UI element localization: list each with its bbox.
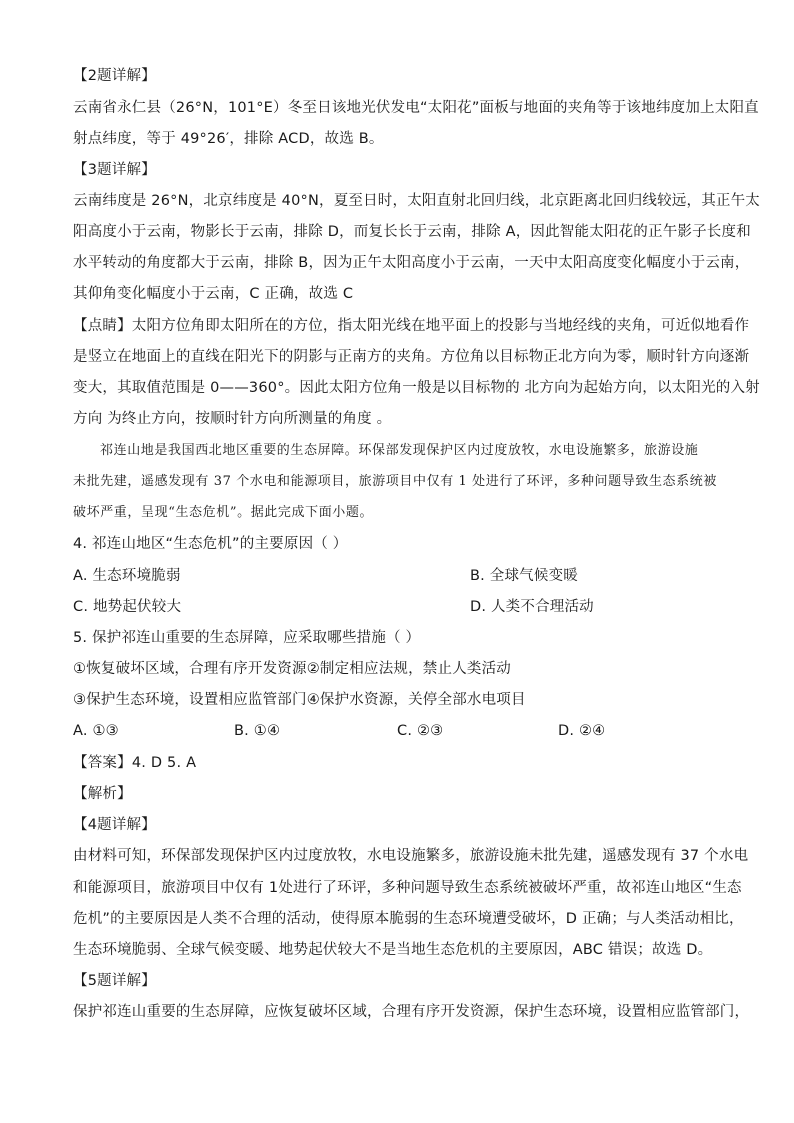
option-b: B. ①④ [234,723,281,739]
question-4-option-row [73,597,594,617]
tip-line: 方向 为终止方向，按顺时针方向所测量的角度 。 [73,411,392,427]
option-a: A. 生态环境脆弱 [73,568,181,584]
q4-detail-line: 生态环境脆弱、全球气候变暖、地势起伏较大不是当地生态危机的主要原因，ABC 错误；故选 D。 [73,942,713,958]
q3-detail-line: 水平转动的角度都大于云南，排除 B，因为正午太阳高度小于云南，一天中太阳高度变化幅度小于云南， [73,255,750,271]
answer-label: 【答案】 [73,755,132,771]
q2-detail-line: 射点纬度，等于 49°26′，排除 ACD，故选 B。 [73,131,384,147]
option-c: C. ②③ [397,723,444,739]
option-b: B. 全球气候变暖 [470,568,578,584]
q4-detail-header: 【4题详解】 [73,817,156,833]
q2-detail-line: 云南省永仁县（26°N，101°E）冬至日该地光伏发电“太阳花”面板与地面的夹角等于该地纬度加上太阳直 [73,100,759,116]
tip-line: 变大，其取值范围是 0——360°。因此太阳方位角一般是以目标物的 北方向为起始方向，以太阳光的入射 [73,380,760,396]
answer-line [73,753,196,773]
tip-line [73,316,749,336]
q3-detail-line: 云南纬度是 26°N，北京纬度是 40°N，夏至日时，太阳直射北回归线，北京距离北回归线较远，其正午太 [73,193,761,209]
question-5-statement: ①恢复破坏区域，合理有序开发资源②制定相应法规，禁止人类活动 [73,661,511,677]
option-c: C. 地势起伏较大 [73,599,182,615]
q3-detail-line: 其仰角变化幅度小于云南，C 正确，故选 C [73,286,354,302]
q5-detail-line: 保护祁连山重要的生态屏障，应恢复破坏区域，合理有序开发资源，保护生态环境，设置相应监管部门， [73,1004,750,1020]
option-d: D. 人类不合理活动 [470,599,594,615]
answer-text: 4. D 5. A [131,755,197,771]
q3-detail-line: 阳高度小于云南，物影长于云南，排除 D，而复长长于云南，排除 A，因此智能太阳花的正午影子长度和 [73,224,751,240]
material-line: 未批先建，遥感发现有 37 个水电和能源项目，旅游项目中仅有 1 处进行了环评，多种问题导致生态系统被 [73,474,717,489]
analysis-label: 【解析】 [73,786,132,802]
q4-detail-line: 和能源项目，旅游项目中仅有 1处进行了环评，多种问题导致生态系统被破坏严重，故祁连山地区“生态 [73,880,742,896]
q2-detail-header: 【2题详解】 [73,68,156,84]
option-d: D. ②④ [558,723,606,739]
tip-label: 【点睛】 [73,318,132,334]
tip-line: 是竖立在地面上的直线在阳光下的阴影与正南方的夹角。方位角以目标物正北方向为零，顺时针方向逐渐 [73,349,750,365]
question-4-option-row [73,566,578,586]
q4-detail-line: 由材料可知，环保部发现保护区内过度放牧，水电设施繁多，旅游设施未批先建，遥感发现有 37 个水电 [73,848,749,864]
question-4-stem: 4. 祁连山地区“生态危机”的主要原因（ ） [73,536,348,552]
tip-text: 太阳方位角即太阳所在的方位，指太阳光线在地平面上的投影与当地经线的夹角，可近似地看作 [131,318,750,334]
q4-detail-line: 危机”的主要原因是人类不合理的活动，使得原本脆弱的生态环境遭受破坏，D 正确；与人类活动相比， [73,911,744,927]
material-line: 祁连山地是我国西北地区重要的生态屏障。环保部发现保护区内过度放牧，水电设施繁多，旅游设施 [100,443,699,458]
question-5-stem: 5. 保护祁连山重要的生态屏障，应采取哪些措施（ ） [73,630,421,646]
q5-detail-header: 【5题详解】 [73,973,156,989]
question-5-statement: ③保护生态环境，设置相应监管部门④保护水资源，关停全部水电项目 [73,692,526,708]
option-a: A. ①③ [73,723,119,739]
material-line: 破坏严重，呈现“生态危机”。据此完成下面小题。 [73,505,374,520]
q3-detail-header: 【3题详解】 [73,162,156,178]
